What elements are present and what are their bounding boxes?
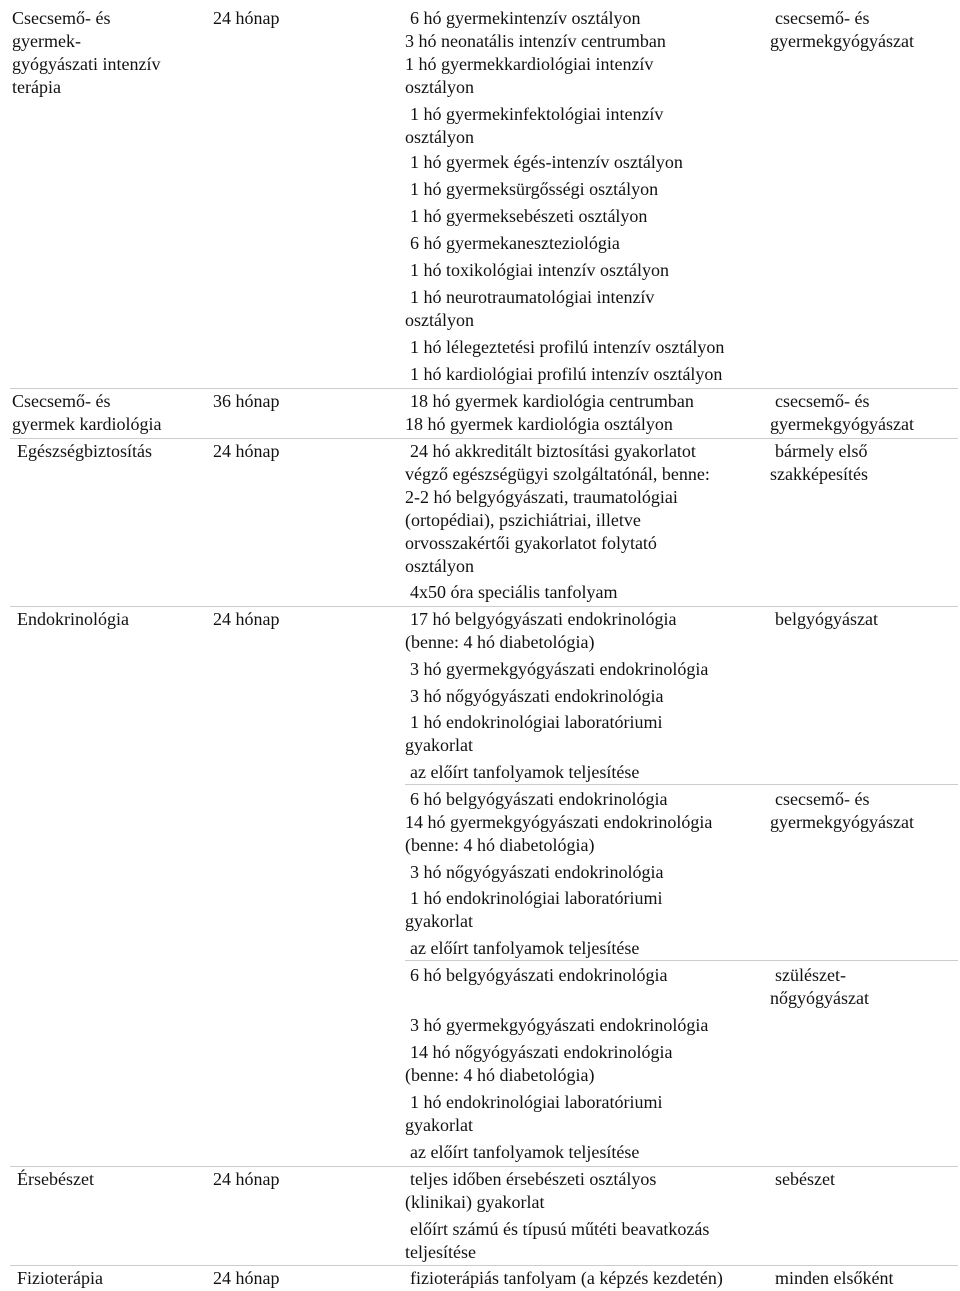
training-duration: 36 hónap xyxy=(213,391,280,411)
training-requirement: 1 hó kardiológiai profilú intenzív osztályon xyxy=(410,364,723,384)
prerequisite-specialty: szülészet- nőgyógyászat xyxy=(770,965,869,1008)
training-requirement: 1 hó gyermek égés-intenzív osztályon xyxy=(410,152,683,172)
specialty-name: Csecsemő- és gyermek- gyógyászati intenzív terápia xyxy=(12,8,161,97)
sub-row-divider xyxy=(405,960,958,961)
prerequisite-specialty: csecsemő- és gyermekgyógyászat xyxy=(770,789,914,832)
training-duration: 24 hónap xyxy=(213,8,280,28)
training-requirement: 14 hó nőgyógyászati endokrinológia (benne: 4 hó diabetológia) xyxy=(405,1042,673,1085)
training-requirement: 1 hó endokrinológiai laboratóriumi gyakorlat xyxy=(405,712,663,755)
training-requirement: teljes időben érsebészeti osztályos (klinikai) gyakorlat xyxy=(405,1169,657,1212)
training-requirement: 1 hó neurotraumatológiai intenzív osztályon xyxy=(405,287,655,330)
specialty-name: Fizioterápia xyxy=(17,1268,103,1288)
prerequisite-specialty: sebészet xyxy=(775,1169,835,1189)
training-requirement: 17 hó belgyógyászati endokrinológia (benne: 4 hó diabetológia) xyxy=(405,609,677,652)
prerequisite-specialty: csecsemő- és gyermekgyógyászat xyxy=(770,8,914,51)
training-requirement: 4x50 óra speciális tanfolyam xyxy=(410,582,618,602)
training-requirement: 1 hó toxikológiai intenzív osztályon xyxy=(410,260,669,280)
prerequisite-specialty: belgyógyászat xyxy=(775,609,878,629)
prerequisite-specialty: bármely első szakképesítés xyxy=(770,441,868,484)
specialty-name: Egészségbiztosítás xyxy=(17,441,152,461)
training-requirement: fizioterápiás tanfolyam (a képzés kezdetén) xyxy=(410,1268,723,1288)
row-divider xyxy=(10,438,958,439)
training-requirement: 3 hó nőgyógyászati endokrinológia xyxy=(410,862,664,882)
training-requirement: 6 hó belgyógyászati endokrinológia 14 hó gyermekgyógyászati endokrinológia (benne: 4 hó diabetológia) xyxy=(405,789,713,855)
training-duration: 24 hónap xyxy=(213,1268,280,1288)
training-requirement: 1 hó gyermekinfektológiai intenzív osztályon xyxy=(405,104,664,147)
row-divider xyxy=(10,388,958,389)
row-divider xyxy=(10,1265,958,1266)
training-requirement: 6 hó belgyógyászati endokrinológia xyxy=(410,965,668,985)
training-requirement: 1 hó lélegeztetési profilú intenzív osztályon xyxy=(410,337,725,357)
training-requirement: 24 hó akkreditált biztosítási gyakorlatot végző egészségügyi szolgáltatónál, benne: 2-2 hó belgyógyászati, traumatológiai (ortopédiai), pszichiátriai, illetve orvosszakértői gyakorlatot folytató osztályon xyxy=(405,441,710,576)
sub-row-divider xyxy=(405,784,958,785)
training-requirement: 6 hó gyermekaneszteziológia xyxy=(410,233,620,253)
training-requirement: 1 hó gyermeksürgősségi osztályon xyxy=(410,179,659,199)
training-requirement: 3 hó gyermekgyógyászati endokrinológia xyxy=(410,1015,709,1035)
training-requirement: 3 hó nőgyógyászati endokrinológia xyxy=(410,686,664,706)
training-duration: 24 hónap xyxy=(213,441,280,461)
training-requirement: az előírt tanfolyamok teljesítése xyxy=(410,938,640,958)
training-requirement: 3 hó gyermekgyógyászati endokrinológia xyxy=(410,659,709,679)
training-requirement: előírt számú és típusú műtéti beavatkozás teljesítése xyxy=(405,1219,710,1262)
training-requirement: az előírt tanfolyamok teljesítése xyxy=(410,1142,640,1162)
training-duration: 24 hónap xyxy=(213,609,280,629)
training-requirement: 6 hó gyermekintenzív osztályon 3 hó neonatális intenzív centrumban 1 hó gyermekkardiológiai intenzív osztályon xyxy=(405,8,666,97)
specialty-name: Érsebészet xyxy=(17,1169,94,1189)
training-requirement: 1 hó endokrinológiai laboratóriumi gyakorlat xyxy=(405,888,663,931)
specialty-name: Endokrinológia xyxy=(17,609,129,629)
row-divider xyxy=(10,606,958,607)
row-divider xyxy=(10,1166,958,1167)
prerequisite-specialty: csecsemő- és gyermekgyógyászat xyxy=(770,391,914,434)
training-requirement: 18 hó gyermek kardiológia centrumban 18 hó gyermek kardiológia osztályon xyxy=(405,391,694,434)
training-duration: 24 hónap xyxy=(213,1169,280,1189)
specialty-name: Csecsemő- és gyermek kardiológia xyxy=(12,391,162,434)
training-requirement: az előírt tanfolyamok teljesítése xyxy=(410,762,640,782)
training-requirement: 1 hó gyermeksebészeti osztályon xyxy=(410,206,648,226)
training-requirement: 1 hó endokrinológiai laboratóriumi gyakorlat xyxy=(405,1092,663,1135)
prerequisite-specialty: minden elsőként xyxy=(775,1268,894,1288)
